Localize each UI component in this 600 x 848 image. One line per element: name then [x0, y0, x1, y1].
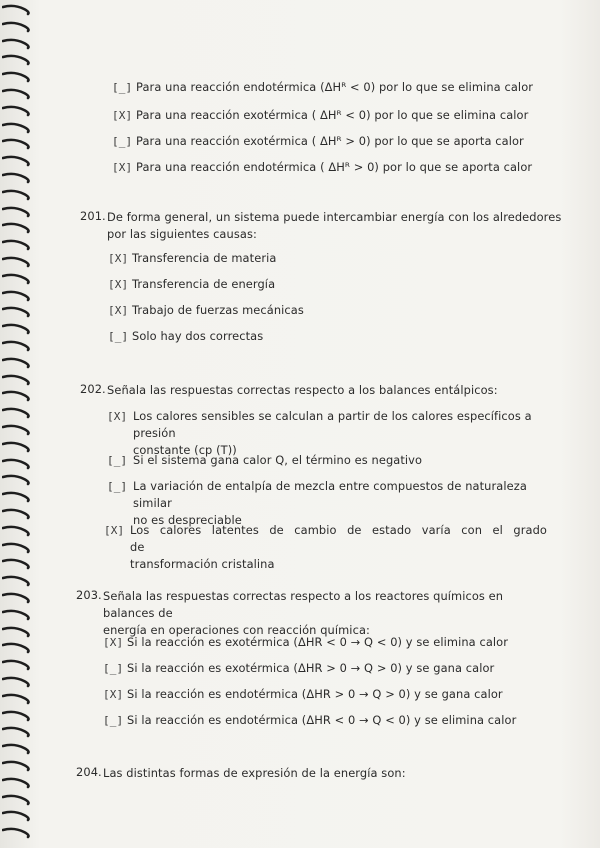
option-text: Si el sistema gana calor Q, el término es negativo	[133, 453, 423, 467]
option-201-d[interactable]	[108, 329, 263, 343]
option-text: Solo hay dos correctas	[132, 329, 264, 343]
option-top-1[interactable]	[112, 80, 533, 94]
checkbox[interactable]: [_]	[103, 714, 124, 727]
option-201-a[interactable]	[108, 251, 276, 265]
checkbox-checked[interactable]: [X]	[107, 410, 128, 423]
option-top-3[interactable]	[112, 134, 524, 148]
checkbox-checked[interactable]: [X]	[112, 161, 133, 174]
option-text: Transferencia de energía	[132, 277, 276, 291]
checkbox[interactable]: [_]	[107, 454, 128, 467]
checkbox[interactable]: [_]	[112, 135, 133, 148]
checkbox-checked[interactable]: [X]	[108, 278, 129, 291]
question-text-line: energía en operaciones con reacción química:	[103, 623, 370, 637]
checkbox-checked[interactable]: [X]	[103, 636, 124, 649]
checkbox-checked[interactable]: [X]	[108, 304, 129, 317]
option-text: Para una reacción endotérmica (ΔHᴿ < 0) por lo que se elimina calor	[136, 80, 534, 94]
option-text: Si la reacción es endotérmica (ΔHR < 0 → Q < 0) y se elimina calor	[127, 713, 517, 727]
checkbox[interactable]: [_]	[107, 480, 128, 493]
option-text: Para una reacción exotérmica ( ΔHᴿ > 0) por lo que se aporta calor	[136, 134, 524, 148]
option-203-d[interactable]	[103, 713, 516, 727]
option-text: Si la reacción es endotérmica (ΔHR > 0 → Q > 0) y se gana calor	[127, 687, 503, 701]
option-text: Transferencia de materia	[132, 251, 277, 265]
question-text	[103, 765, 573, 782]
question-text	[107, 209, 577, 243]
checkbox-checked[interactable]: [X]	[103, 688, 124, 701]
checkbox[interactable]: [_]	[112, 81, 133, 94]
option-text: Para una reacción endotérmica ( ΔHᴿ > 0) por lo que se aporta calor	[136, 160, 533, 174]
option-text: Si la reacción es exotérmica (ΔHR > 0 → Q > 0) y se gana calor	[127, 661, 495, 675]
question-text-line: De forma general, un sistema puede intercambiar energía con los alrededores	[107, 210, 562, 224]
option-top-2[interactable]	[112, 108, 528, 122]
question-text-line: por las siguientes causas:	[107, 227, 257, 241]
question-number: 202.	[80, 382, 106, 396]
question-text	[103, 588, 551, 639]
option-text: Si la reacción es exotérmica (ΔHR < 0 → Q < 0) y se elimina calor	[127, 635, 509, 649]
option-top-4[interactable]	[112, 160, 532, 174]
question-text-line: Señala las respuestas correctas respecto a los balances entálpicos:	[107, 383, 498, 397]
checkbox-checked[interactable]: [X]	[104, 524, 125, 537]
option-201-c[interactable]	[108, 303, 304, 317]
question-number: 203.	[76, 588, 102, 602]
question-text	[107, 382, 577, 399]
option-203-a[interactable]	[103, 635, 508, 649]
option-text: Trabajo de fuerzas mecánicas	[132, 303, 304, 317]
option-text: La variación de entalpía de mezcla entre compuestos de naturaleza similar no es despreciable	[133, 479, 527, 527]
option-201-b[interactable]	[108, 277, 275, 291]
checkbox[interactable]: [_]	[103, 662, 124, 675]
option-203-c[interactable]	[103, 687, 503, 701]
checkbox[interactable]: [_]	[108, 330, 129, 343]
option-text: Para una reacción exotérmica ( ΔHᴿ < 0) por lo que se elimina calor	[136, 108, 529, 122]
option-text: Los calores sensibles se calculan a partir de los calores específicos a presión constante (cp (T))	[133, 409, 532, 457]
checkbox-checked[interactable]: [X]	[108, 252, 129, 265]
question-number: 201.	[80, 209, 106, 223]
option-text: Los calores latentes de cambio de estado varía con el grado de transformación cristalina	[130, 523, 547, 571]
option-203-b[interactable]	[103, 661, 494, 675]
question-number: 204.	[76, 765, 102, 779]
question-text-line: Las distintas formas de expresión de la energía son:	[103, 766, 406, 780]
checkbox-checked[interactable]: [X]	[112, 109, 133, 122]
question-text-line: Señala las respuestas correctas respecto a los reactores químicos en balances de	[103, 589, 504, 620]
